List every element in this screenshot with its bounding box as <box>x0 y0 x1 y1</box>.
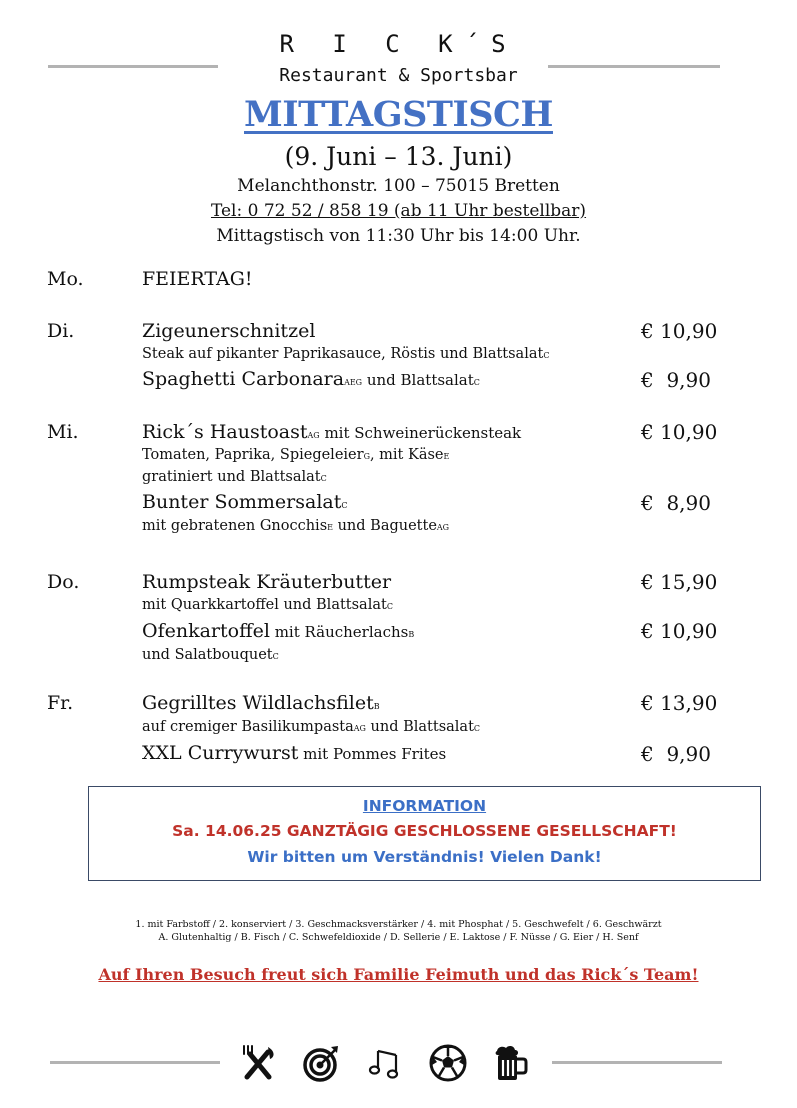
closure-notice: Sa. 14.06.25 GANZTÄGIG GESCHLOSSENE GESELLSCHAFT! <box>172 822 677 840</box>
dish-title: XXL Currywurst <box>142 742 299 764</box>
dish-description <box>142 447 449 463</box>
allergen-code: C <box>272 652 279 661</box>
brand-name: R I C K´S <box>279 30 518 58</box>
dish-name: Zigeunerschnitzel <box>142 320 316 342</box>
desc-text: Tomaten, Paprika, Spiegeleier <box>142 447 364 463</box>
desc-text: , mit Käse <box>369 447 444 463</box>
desc-text: auf cremiger Basilikumpasta <box>142 719 354 735</box>
allergen-code: E <box>327 523 333 532</box>
thanks-notice: Wir bitten um Verständnis! Vielen Dank! <box>247 848 602 866</box>
dish-extra: mit Räucherlachs <box>269 623 409 641</box>
allergen-code: AG <box>353 724 366 733</box>
allergen-code: C <box>543 351 550 360</box>
dish-name <box>142 620 414 642</box>
information-title: INFORMATION <box>362 797 487 815</box>
page-title: MITTAGSTISCH <box>244 94 553 135</box>
dish-extra: und Blattsalat <box>362 371 474 389</box>
allergen-code: C <box>386 602 393 611</box>
allergen-code: AEG <box>344 378 363 387</box>
desc-text: und Baguette <box>332 518 437 534</box>
dish-extra: mit Schweinerückensteak <box>319 424 522 442</box>
dish-description <box>142 518 449 534</box>
allergen-code: C <box>320 474 327 483</box>
opening-hours: Mittagstisch von 11:30 Uhr bis 14:00 Uhr. <box>216 226 581 246</box>
day-wednesday: Mi. <box>47 421 79 443</box>
dish-name <box>142 368 480 390</box>
desc-text: gratiniert und Blattsalat <box>142 469 321 485</box>
cutlery-icon <box>238 1043 278 1083</box>
date-range: (9. Juni – 13. Juni) <box>284 142 513 171</box>
desc-text: und Blattsalat <box>365 719 474 735</box>
desc-text: und Salatbouquet <box>142 647 273 663</box>
phone-number[interactable]: Tel: 0 72 52 / 858 19 (ab 11 Uhr bestellbar) <box>210 201 587 221</box>
allergens-legend: A. Glutenhaltig / B. Fisch / C. Schwefeldioxide / D. Sellerie / E. Laktose / F. Nüsse / G. Eier / H. Senf <box>158 932 639 943</box>
allergen-code: B <box>373 702 380 711</box>
address: Melanchthonstr. 100 – 75015 Bretten <box>237 176 560 196</box>
allergen-code: C <box>341 501 348 510</box>
bottom-right-rule <box>552 1061 722 1064</box>
brand-subtitle: Restaurant & Sportsbar <box>279 65 518 86</box>
allergen-code: C <box>473 378 480 387</box>
dish-price: € 9,90 <box>641 742 711 766</box>
dish-title: Rick´s Haustoast <box>142 421 308 443</box>
allergen-code: B <box>408 630 415 639</box>
allergen-code: AG <box>307 431 320 440</box>
dish-description <box>142 597 393 613</box>
dish-price: € 9,90 <box>641 368 711 392</box>
dish-description <box>142 647 279 663</box>
additives-legend: 1. mit Farbstoff / 2. konserviert / 3. Geschmacksverstärker / 4. mit Phosphat / 5. Geschwefelt / 6. Geschwärzt <box>135 919 662 930</box>
soccer-ball-icon <box>428 1043 468 1083</box>
dish-name: Rumpsteak Kräuterbutter <box>142 571 392 593</box>
dish-description <box>142 719 480 735</box>
dish-name <box>142 421 521 443</box>
dish-description <box>142 346 549 362</box>
dish-price: € 15,90 <box>641 570 718 594</box>
day-thursday: Do. <box>47 571 80 593</box>
dish-price: € 10,90 <box>641 619 718 643</box>
monday-holiday: FEIERTAG! <box>142 268 253 290</box>
dish-name <box>142 692 380 714</box>
dish-name <box>142 491 348 513</box>
bottom-left-rule <box>50 1061 220 1064</box>
closing-message: Auf Ihren Besuch freut sich Familie Feimuth und das Rick´s Team! <box>98 965 699 984</box>
dish-title: Spaghetti Carbonara <box>142 368 345 390</box>
dish-price: € 13,90 <box>641 691 718 715</box>
desc-text: mit Quarkkartoffel und Blattsalat <box>142 597 387 613</box>
allergen-code: E <box>443 452 450 461</box>
information-box <box>88 786 761 881</box>
dish-name <box>142 742 446 764</box>
dish-price: € 10,90 <box>641 420 718 444</box>
dish-description <box>142 469 327 485</box>
dish-extra: mit Pommes Frites <box>298 745 447 763</box>
allergen-code: C <box>473 724 481 733</box>
music-note-icon <box>366 1043 406 1083</box>
day-friday: Fr. <box>47 692 74 714</box>
dish-title: Bunter Sommersalat <box>142 491 342 513</box>
allergen-code: G <box>363 452 370 461</box>
desc-text: Steak auf pikanter Paprikasauce, Röstis und Blattsalat <box>142 346 544 362</box>
allergen-code: AG <box>436 523 450 532</box>
dish-title: Gegrilltes Wildlachsfilet <box>142 692 374 714</box>
day-tuesday: Di. <box>47 320 75 342</box>
desc-text: mit gebratenen Gnocchis <box>142 518 328 534</box>
dish-title: Ofenkartoffel <box>142 620 270 642</box>
day-monday: Mo. <box>47 268 84 290</box>
target-icon <box>301 1043 341 1083</box>
dish-price: € 10,90 <box>641 319 718 343</box>
dish-price: € 8,90 <box>641 491 711 515</box>
beer-mug-icon <box>490 1043 530 1083</box>
